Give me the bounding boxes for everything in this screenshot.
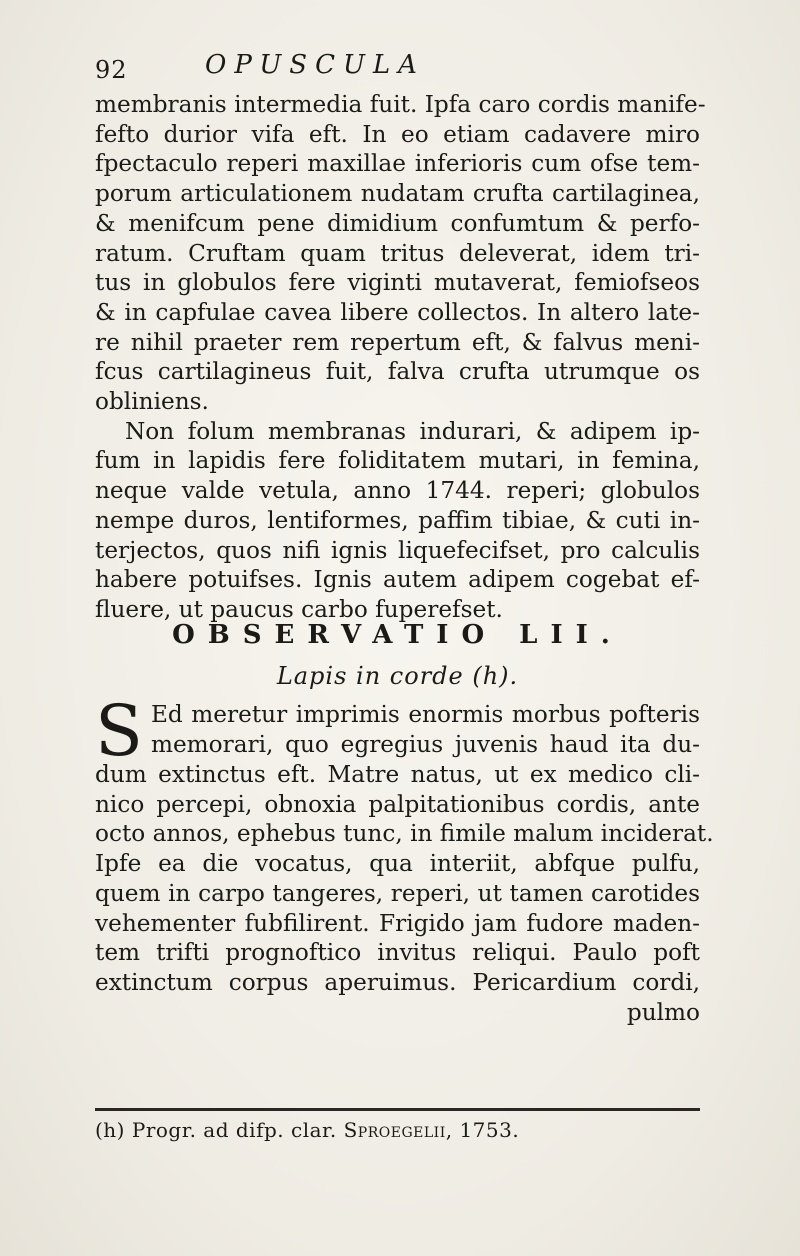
running-head: OPUSCULA: [205, 50, 425, 80]
text-line: ratum. Cruftam quam tritus deleverat, idem tri-: [95, 239, 700, 267]
text-line: & menifcum pene dimidium confumtum & perfo-: [95, 209, 700, 237]
text-line: fcus cartilagineus fuit, falva crufta utrumque os: [95, 358, 700, 386]
text-line: fefto durior vifa eft. In eo etiam cadavere miro: [95, 120, 700, 148]
footnote-text: Progr. ad difp. clar.: [131, 1118, 337, 1142]
observation-body: [95, 690, 714, 1027]
footnote-marker: (h): [95, 1118, 125, 1142]
text-line: fpectaculo reperi maxillae inferioris cum ofse tem-: [95, 150, 700, 178]
page-header: [95, 50, 690, 90]
text-line: Ed meretur imprimis enormis morbus pofteris: [150, 701, 700, 728]
text-line: dum extinctus eft. Matre natus, ut ex medico cli-: [95, 761, 700, 788]
page-number: 92: [95, 56, 128, 84]
text-line: membranis intermedia fuit. Ipfa caro cordis manife-: [95, 91, 706, 118]
text-line: obliniens.: [95, 388, 209, 416]
text-line: extinctum corpus aperuimus. Pericardium cordi,: [95, 968, 700, 996]
catchword: pulmo: [626, 998, 700, 1026]
observation-subtitle: Lapis in corde (h).: [276, 662, 519, 690]
paragraph-1: [95, 90, 706, 625]
footnote: (h) Progr. ad difp. clar. Sproegelii, 1753.: [95, 1118, 520, 1142]
text-line: tem trifti prognoftico invitus reliqui. Paulo poft: [95, 939, 700, 967]
text-line: & in capfulae cavea libere collectos. In altero late-: [95, 298, 700, 326]
text-line: Ipfe ea die vocatus, qua interiit, abfque pulfu,: [95, 850, 700, 878]
text-line: memorari, quo egregius juvenis haud ita du-: [150, 730, 700, 758]
text-line: quem in carpo tangeres, reperi, ut tamen carotides: [95, 879, 700, 907]
text-line: habere potuifses. Ignis autem adipem cogebat ef-: [95, 566, 700, 594]
footnote-year: 1753.: [459, 1118, 520, 1142]
text-line: re nihil praeter rem repertum eft, & falvus meni-: [95, 328, 700, 356]
text-line: vehementer fubfilirent. Frigido jam fudore maden-: [95, 909, 700, 937]
footnote-divider: [95, 1108, 700, 1111]
text-line: fum in lapidis fere foliditatem mutari, in femina,: [95, 447, 700, 475]
text-line: fluere, ut paucus carbo fuperefset.: [95, 595, 503, 623]
text-line: tus in globulos fere viginti mutaverat, femiofseos: [95, 269, 700, 297]
text-line: terjectos, quos nifi ignis liquefecifset, pro calculis: [95, 536, 700, 564]
footnote-name: Sproegelii: [343, 1118, 446, 1142]
text-line: porum articulationem nudatam crufta cartilaginea,: [95, 180, 700, 208]
text-line: nico percepi, obnoxia palpitationibus cordis, ante: [95, 790, 700, 818]
text-line: neque valde vetula, anno 1744. reperi; globulos: [95, 477, 700, 505]
text-line: Non folum membranas indurari, & adipem ip-: [125, 417, 700, 445]
text-line: nempe duros, lentiformes, paffim tibiae, & cuti in-: [95, 506, 700, 534]
observation-heading: OBSERVATIO LII.: [172, 620, 623, 650]
text-line: octo annos, ephebus tunc, in fimile malum inciderat.: [95, 820, 714, 848]
drop-cap-letter: S: [95, 690, 143, 772]
